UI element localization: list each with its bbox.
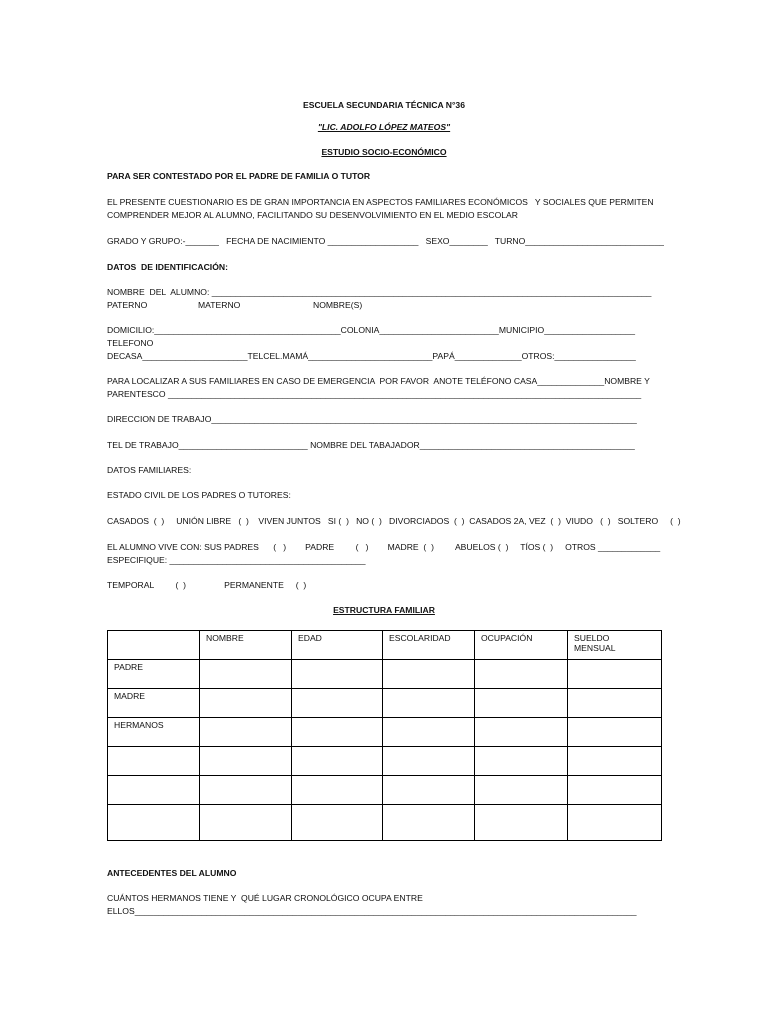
- table-cell[interactable]: [200, 776, 292, 805]
- family-structure-table: [107, 630, 662, 841]
- table-cell[interactable]: [383, 776, 475, 805]
- table-cell[interactable]: [475, 718, 568, 747]
- table-cell[interactable]: [292, 689, 383, 718]
- table-cell[interactable]: [292, 747, 383, 776]
- table-row: [108, 776, 662, 805]
- materno-label: MATERNO: [198, 300, 241, 310]
- antecedentes-heading: ANTECEDENTES DEL ALUMNO: [107, 868, 237, 878]
- row-label[interactable]: [108, 776, 200, 805]
- table-cell[interactable]: [568, 747, 662, 776]
- table-cell[interactable]: [568, 805, 662, 841]
- table-cell[interactable]: [568, 660, 662, 689]
- table-row: [108, 747, 662, 776]
- table-row: [108, 689, 662, 718]
- row-label[interactable]: [108, 747, 200, 776]
- table-cell[interactable]: [568, 776, 662, 805]
- intro-text-2: COMPRENDER MEJOR AL ALUMNO, FACILITANDO SU DESENVOLVIMIENTO EN EL MEDIO ESCOLAR: [107, 210, 518, 220]
- estado-civil-options[interactable]: CASADOS ( ) UNIÓN LIBRE ( ) VIVEN JUNTOS SI ( ) NO ( ) DIVORCIADOS ( ) CASADOS 2A, VEZ ( ) VIUDO ( ) SOLTERO ( ): [107, 516, 681, 526]
- table-cell[interactable]: [475, 805, 568, 841]
- table-cell[interactable]: [383, 718, 475, 747]
- table-cell[interactable]: [292, 718, 383, 747]
- table-cell[interactable]: [200, 747, 292, 776]
- nombre-alumno-field[interactable]: NOMBRE DEL ALUMNO: ____________________________________________________________________________________________: [107, 287, 652, 297]
- tel-trabajo-field[interactable]: TEL DE TRABAJO___________________________ NOMBRE DEL TABAJADOR_____________________________________________: [107, 440, 635, 450]
- table-cell[interactable]: [568, 689, 662, 718]
- row-label: HERMANOS: [108, 718, 200, 747]
- school-title: ESCUELA SECUNDARIA TÉCNICA N°36: [303, 100, 465, 110]
- table-header-cell: SUELDO MENSUAL: [568, 631, 662, 660]
- table-row: [108, 718, 662, 747]
- table-header-cell: EDAD: [292, 631, 383, 660]
- table-cell[interactable]: [200, 689, 292, 718]
- table-row: [108, 805, 662, 841]
- row-label: MADRE: [108, 689, 200, 718]
- table-cell[interactable]: [383, 660, 475, 689]
- table-cell[interactable]: [292, 805, 383, 841]
- datos-familiares-label: DATOS FAMILIARES:: [107, 465, 192, 475]
- table-cell[interactable]: [200, 660, 292, 689]
- datos-identificacion-heading: DATOS DE IDENTIFICACIÓN:: [107, 262, 228, 272]
- paterno-label: PATERNO: [107, 300, 148, 310]
- table-cell[interactable]: [200, 718, 292, 747]
- table-cell[interactable]: [475, 776, 568, 805]
- hermanos-question: CUÁNTOS HERMANOS TIENE Y QUÉ LUGAR CRONOLÓGICO OCUPA ENTRE: [107, 893, 423, 903]
- table-header-cell: [108, 631, 200, 660]
- table-cell[interactable]: [568, 718, 662, 747]
- school-name: "LIC. ADOLFO LÓPEZ MATEOS": [317, 122, 451, 132]
- table-cell[interactable]: [200, 805, 292, 841]
- estructura-familiar-heading: ESTRUCTURA FAMILIAR: [333, 605, 435, 615]
- parentesco-field[interactable]: PARENTESCO ___________________________________________________________________________________________________: [107, 389, 642, 399]
- telefonos-field[interactable]: DECASA______________________TELCEL.MAMÁ__________________________PAPÁ______________OTROS:_________________: [107, 351, 636, 361]
- direccion-trabajo-field[interactable]: DIRECCION DE TRABAJO_________________________________________________________________________________________: [107, 414, 637, 424]
- row-label[interactable]: [108, 805, 200, 841]
- intro-text-1: EL PRESENTE CUESTIONARIO ES DE GRAN IMPORTANCIA EN ASPECTOS FAMILIARES ECONÓMICOS Y SOCIALES QUE PERMITEN: [107, 197, 654, 207]
- telefono-label: TELEFONO: [107, 338, 154, 348]
- table-cell[interactable]: [383, 689, 475, 718]
- table-cell[interactable]: [475, 689, 568, 718]
- especifique-field[interactable]: ESPECIFIQUE: _________________________________________: [107, 555, 366, 565]
- table-cell[interactable]: [292, 776, 383, 805]
- table-header-cell: OCUPACIÓN: [475, 631, 568, 660]
- nombres-label: NOMBRE(S): [313, 300, 363, 310]
- table-header-cell: ESCOLARIDAD: [383, 631, 475, 660]
- hermanos-answer-field[interactable]: ELLOS_________________________________________________________________________________________________________: [107, 906, 637, 916]
- table-cell[interactable]: [383, 805, 475, 841]
- table-header-cell: NOMBRE: [200, 631, 292, 660]
- vive-con-options[interactable]: EL ALUMNO VIVE CON: SUS PADRES ( ) PADRE ( ) MADRE ( ) ABUELOS ( ) TÍOS ( ) OTROS _____________: [107, 542, 661, 552]
- table-cell[interactable]: [292, 660, 383, 689]
- document-title: ESTUDIO SOCIO-ECONÓMICO: [321, 147, 447, 157]
- table-cell[interactable]: [475, 660, 568, 689]
- estado-civil-label: ESTADO CIVIL DE LOS PADRES O TUTORES:: [107, 490, 291, 500]
- domicilio-field[interactable]: DOMICILIO:_______________________________________COLONIA_________________________MUNICIPIO___________________: [107, 325, 635, 335]
- table-row: [108, 660, 662, 689]
- grado-grupo-field[interactable]: GRADO Y GRUPO:-_______ FECHA DE NACIMIENTO ___________________ SEXO________ TURNO_____________________________: [107, 236, 664, 246]
- row-label: PADRE: [108, 660, 200, 689]
- table-cell[interactable]: [383, 747, 475, 776]
- table-cell[interactable]: [475, 747, 568, 776]
- temporal-permanente-options[interactable]: TEMPORAL ( ) PERMANENTE ( ): [107, 580, 307, 590]
- emergencia-text: PARA LOCALIZAR A SUS FAMILIARES EN CASO DE EMERGENCIA POR FAVOR ANOTE TELÉFONO CASA______________NOMBRE Y: [107, 376, 650, 386]
- table-header-row: [108, 631, 662, 660]
- intro-heading: PARA SER CONTESTADO POR EL PADRE DE FAMILIA O TUTOR: [107, 171, 371, 181]
